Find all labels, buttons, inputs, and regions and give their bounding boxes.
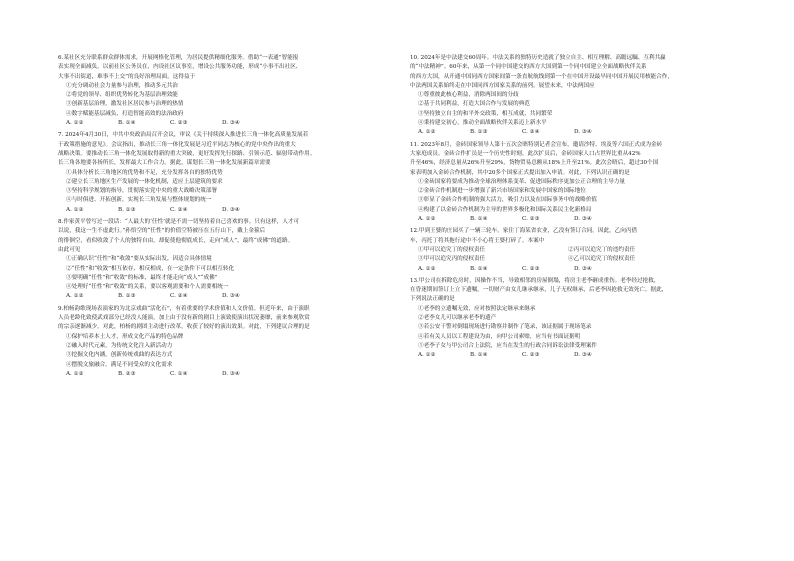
answer-option: ①甲可以追究丁的侵权责任 — [418, 246, 486, 253]
question-stem-line: 8.作家黄平曾写过一段话：“人最大的‘任性’就是不需一切坚持着自己喜欢的事。只有这样，人才可 — [58, 219, 300, 226]
multiple-choice-row — [410, 265, 742, 274]
choice-label: A. ①② — [66, 120, 84, 127]
answer-option: ②丙可以追究丁的违约责任 — [568, 246, 636, 253]
answer-option: ④构建了以金砖合作机制为主导的世界多极化和国际关系民主化新格局 — [418, 206, 592, 213]
choice-label: D. ③④ — [222, 370, 240, 377]
question-stem-line: 的“中法精神”。60年来，从第一个同中国建交的西方大国到第一个同中国建立全面战略伙伴关系 — [410, 64, 647, 71]
choice-label: D. ③④ — [222, 120, 240, 127]
answer-option: ④乙可以追究丁的侵权责任 — [568, 256, 636, 263]
question-stem-line: 11. 2023年8月，金砖国家领导人第十五次会晤特别记者会宣布，邀请沙特、埃及等六国正式成为金砖 — [410, 141, 663, 148]
answer-option: ①老李的立遗嘱无效，应对按照法定继承来继承 — [418, 305, 536, 312]
answer-option: ②基于共同利益，打造大国合作与发展的典范 — [418, 101, 530, 108]
question-stem-line: 中法两国关系始终走在中国同西方国家关系的前列。展望未来，中法两国应 — [410, 82, 595, 89]
choice-label: D. ③④ — [574, 129, 592, 136]
choice-label: C. ②④ — [170, 293, 188, 300]
question-stem-line: 由此可见 — [58, 246, 81, 253]
question-stem-line: 在昏迷期间签订上立下遗嘱，一切财产由女儿继承继承，儿子无权继承，后老李因抢救无效死亡。据此， — [410, 287, 668, 294]
question-stem-line: 12.甲到王婆的庄园买了一辆三轮车。家住丁海某省农业，乙没有签订合同。因此，乙向丙借 — [410, 228, 638, 235]
question-stem-line: 大家庭成员。金砖合作扩员是一个历史性时刻。此次扩员后，金砖国家人口占世界比重从42% — [410, 150, 641, 157]
question-q8 — [58, 218, 390, 302]
choice-label: D. ③④ — [574, 352, 592, 359]
question-stem-line: 7. 2024年4月30日，中共中央政治局召开会议，审议《关于持续深入推进长三角一体化高质量发展若 — [58, 132, 309, 139]
question-stem-line: 大事不出街道，难事不上交”的良好治理局面。这得益于 — [58, 73, 196, 80]
question-q6 — [58, 54, 390, 128]
choice-label: C. ①④ — [170, 370, 188, 377]
question-stem-line: 长三角各地要各扬所长，发挥最大工作合力。据此，谋划长三角一体化发展新篇章需要 — [58, 160, 271, 167]
multiple-choice-row — [410, 128, 742, 137]
answer-option: ②老李女儿可以继承老李的遗产 — [418, 315, 497, 322]
choice-label: C. ②③ — [522, 216, 540, 223]
choice-label: B. ①③ — [470, 129, 488, 136]
choice-label: D. ③④ — [574, 265, 592, 272]
choice-label: D. ③④ — [222, 293, 240, 300]
question-q9 — [58, 305, 390, 379]
question-stem-line: 战略决策。要推动长三角一体化发展取得新的重大突破，更好发挥先行探路、引领示范、辐射带动作用。 — [58, 150, 316, 157]
multiple-choice-row — [58, 119, 390, 128]
question-q13 — [410, 277, 742, 361]
choice-label: B. ②③ — [118, 370, 136, 377]
answer-option: ④若有关人员以工程建设为由，向甲公司索赔，应当有书面证据明 — [418, 333, 581, 340]
answer-option: ④处理好“任性”和“收敛”的关系，要以客观需要和个人需要相统一 — [66, 284, 229, 291]
answer-option: ③挖掘文化内涵，创新传统戏曲的表达方式 — [66, 352, 173, 359]
answer-option: ④与时俱进、开拓创新，实现长三角发展与整体规划的统一 — [66, 197, 212, 204]
question-stem-line: 家表明加入金砖合作机制，其中20多个国家正式提出加入申请。对此，下列认识正确的是 — [410, 169, 630, 176]
answer-option: ①尊重彼此核心利益，消除两国间的分歧 — [418, 92, 519, 99]
answer-option: ②融入时代元素，为传统文化注入新活动力 — [66, 342, 173, 349]
choice-label: B. ①③ — [118, 206, 136, 213]
question-stem-line: 干政策措施的意见》。会议指出，推动长三角一体化发展是习近平同志为核心的党中央作出的重大 — [58, 141, 296, 148]
answer-option: ③坚持科学规划的指导，贯彻落实党中央的重大战略决策部署 — [66, 188, 218, 195]
choice-label: C. ②③ — [522, 265, 540, 272]
answer-option: ①保护培养本土人才，形成文化产品的特色品牌 — [66, 333, 184, 340]
answer-option: ③创新基层治理，激发社区居民参与治理的热情 — [66, 101, 184, 108]
choice-label: B. ①③ — [118, 293, 136, 300]
choice-label: D. ③④ — [574, 216, 592, 223]
answer-option: ①正确认识“任性”和“收敛”要从实际出发，因适合具体情境 — [66, 256, 212, 263]
question-stem-line: 车，丙托丁将其拖行途中不小心将王婆打碎了。本案中 — [410, 237, 545, 244]
choice-label: A. ①② — [66, 206, 84, 213]
answer-option: ②金砖合作机制进一步增强了新兴市场国家和发展中国家的国际地位 — [418, 188, 586, 195]
answer-option: ①充分调动社会力量参与治理，推动多元共治 — [66, 82, 178, 89]
question-q10 — [410, 54, 742, 138]
choice-label: A. ①② — [66, 370, 84, 377]
answer-option: ③彰显了金砖合作机制的强大活力，吸引力以及在国际事务中的战略价值 — [418, 197, 598, 204]
left-column — [58, 54, 390, 382]
answer-option: ②将党的领导、组织优势转化为基层治理效能 — [66, 92, 178, 99]
choice-label: C. ②④ — [170, 206, 188, 213]
choice-label: B. ①④ — [470, 265, 488, 272]
answer-option: ④秉持建交初心，推动全面战略伙伴关系迈上新水平 — [418, 120, 547, 127]
answer-option: ①金砖国家将要成为推动全球治理体系变革、促进国际秩序更加公正合理的主导力量 — [418, 178, 625, 185]
choice-label: A. ①② — [66, 293, 84, 300]
choice-label: A. ①② — [418, 265, 436, 272]
choice-label: A. ①② — [418, 352, 436, 359]
question-stem-line: 人员老龄化致使武戏部分已经没人能演，加上由于没有新的剧目上演致使演出状况萎靡，前来参观欣赏 — [58, 315, 310, 322]
choice-label: C. ②③ — [170, 120, 188, 127]
question-stem-line: 的西方大国，从开通中国同西方国家间第一条直航航线到第一个在中国开设最早同中国开展民用核能合作， — [410, 73, 673, 80]
choice-label: B. ①④ — [118, 120, 136, 127]
answer-option: ③要明确“任性”和“收敛”的标准，最终才能走向“成人”“成佛” — [66, 274, 218, 281]
answer-option: ②“任性”和“收敛”相互依存、相反相成，在一定条件下可以相互转化 — [66, 265, 235, 272]
question-stem-line: 的徘徊空，看似收敛了个人的独特自由，却促使他彻底成长，走向“成人”，最终“成佛”的道路。 — [58, 237, 294, 244]
answer-option: ①具体分析长三角地区的优势和不足，充分发挥各自的独特优势 — [66, 169, 223, 176]
answer-option: ③坚持独立自主的和平外交政策，相互成就、共同繁荣 — [418, 110, 553, 117]
multiple-choice-row — [410, 215, 742, 224]
question-stem-line: 的宗亲逐渐减少。对此，柏杨的剧团主动进行改革，收获了较好的演出效果。对此，下列建议合理的是 — [58, 324, 310, 331]
multiple-choice-row — [58, 292, 390, 301]
question-stem-line: 下列说法正确的是 — [410, 296, 455, 303]
choice-label: C. ②④ — [522, 129, 540, 136]
question-stem-line: 以说，我这一生不虚此行。”孙悟空的“任性”的价值空特被压在五行山下，戴上金箍后 — [58, 228, 266, 235]
multiple-choice-row — [58, 370, 390, 379]
question-stem-line: 10. 2024年是中法建交60周年。中法关系的独特历史造就了独立自主、相互理解、高瞻远瞩、互利共赢 — [410, 55, 666, 61]
question-q7 — [58, 131, 390, 215]
answer-option: ⑤老李子女与甲公司合上法院，应当在发生的行政合同诉讼法律受理案件 — [418, 342, 598, 349]
right-column — [410, 54, 742, 364]
answer-option: ④摆脱文旅融合，满足不同受众的文化需求 — [66, 361, 173, 368]
choice-label: C. ②③ — [522, 352, 540, 359]
choice-label: B. ①④ — [470, 216, 488, 223]
answer-option: ④数字赋能基层减负，打造智能高效的法治政府 — [66, 110, 184, 117]
choice-label: B. ①④ — [470, 352, 488, 359]
choice-label: A. ①② — [418, 216, 436, 223]
question-q12 — [410, 227, 742, 273]
multiple-choice-row — [410, 351, 742, 360]
question-q11 — [410, 141, 742, 225]
answer-option: ③甲可以追究丙的侵权责任 — [418, 256, 486, 263]
answer-option: ②建立长三角地区生产发展的一体化机制，适应上层建筑的要求 — [66, 178, 223, 185]
answer-option: ③若公安干警对倒塌现场进行勘察并制作了笔录，该证据属于现场笔录 — [418, 324, 592, 331]
multiple-choice-row — [58, 206, 390, 215]
choice-label: D. ③④ — [222, 206, 240, 213]
question-stem-line: 13.甲公司在拆除危房时，因操作不当，导致相邻的房屋倒塌，将房主老李砸成重伤。老李经过抢救， — [410, 277, 660, 284]
question-stem-line: 6.某社区充分联系群众群体需求，开展网格化管理，为居民提供精细化服务。借助“一表通”智能报 — [58, 55, 299, 61]
choice-label: A. ①② — [418, 129, 436, 136]
question-stem-line: 升至46%，经济总量从26%升至29%，货物贸易总额从18%上升至21%。此次会晤后，超过30个国 — [410, 160, 659, 167]
question-stem-line: 9.柏杨韵歌现场表演家的为北京戏曲“活化石”，有着重要的学术价值和人文价值。但近年来，由于演职 — [58, 305, 310, 312]
question-stem-line: 表实现全面减负，以前社区公务员在，内设社区议事室，增设公共服务功能，形成“小事不出社区、 — [58, 64, 302, 71]
